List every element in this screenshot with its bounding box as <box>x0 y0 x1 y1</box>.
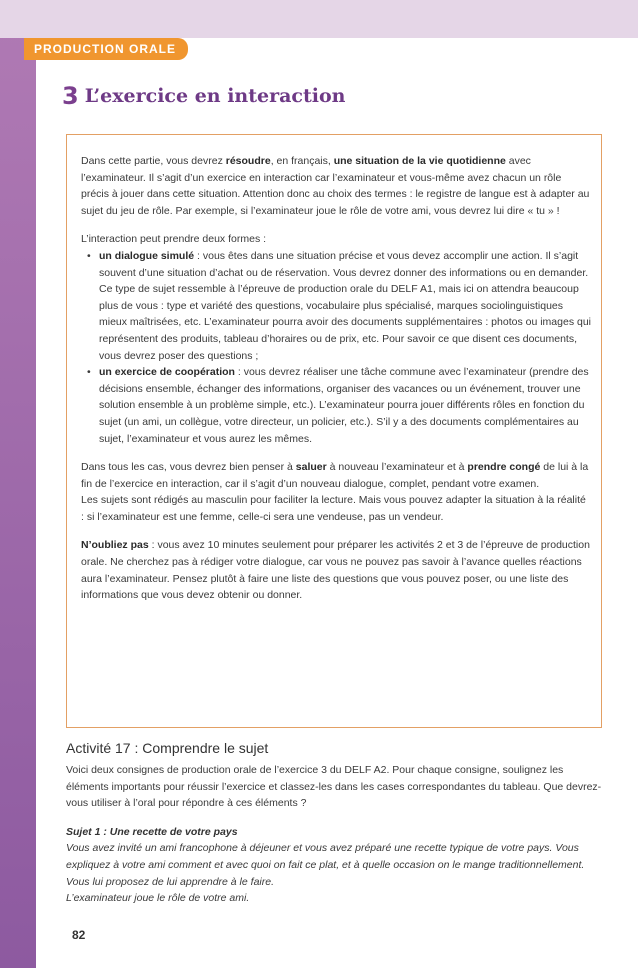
activity-instructions: Voici deux consignes de production orale de l’exercice 3 du DELF A2. Pour chaque consigne, soulignez les éléments importants pour réussir l’exercice et classez-les dans les cases correspondantes du tableau. Que devrez-vous utiliser à l’oral pour répondre à ces éléments ? <box>66 764 602 810</box>
greeting-paragraph <box>81 459 591 492</box>
section-title: L’exercice en interaction <box>84 85 346 107</box>
intro-bold-1: résoudre <box>225 155 271 167</box>
info-frame <box>66 134 602 728</box>
greeting-bold-1: saluer <box>295 461 327 474</box>
bullet-text: : vous êtes dans une situation précise et vous devez accomplir une action. Il s’agit souvent d’une situation d’achat ou de réservation. Vous devrez donner des informations ou en demander. Ce type de sujet ressemble à l’épreuve de production orale du DELF A1, mais ici on attendra beaucoup plus de vous : type et variété des questions, vocabulaire plus spécialisé, marques sociolinguistiques mieux maîtrisées, etc. L’examinateur pourra avoir des documents supplémentaires : photos ou images qui représentent des produits, tableau d’horaires ou de prix, etc. Pour savoir ce que disent ces documents, vous devrez poser des questions ; <box>99 249 592 362</box>
bullet-text: : vous devrez réaliser une tâche commune avec l’examinateur (prendre des décisions ensemble, échanger des informations, organiser des vacances ou un événement, trouver une solution ensemble à un problème simple, etc.). L’examinateur pourra jouer différents rôles en fonction du sujet (un ami, un collègue, votre directeur, un policier, etc.). S’il y a des documents complémentaires au sujet, l’examinateur et vous aurez les mêmes. <box>99 366 589 445</box>
page-number: 82 <box>72 928 86 942</box>
activity-title: Activité 17 : Comprendre le sujet <box>66 740 269 756</box>
intro-paragraph <box>81 153 591 219</box>
list-item <box>87 364 591 447</box>
forms-list <box>81 248 591 447</box>
greeting-text-1: Dans tous les cas, vous devrez bien penser à <box>81 461 296 474</box>
section-heading <box>62 82 345 110</box>
list-item <box>87 248 591 364</box>
section-tag: PRODUCTION ORALE <box>24 38 188 60</box>
section-number: 3 <box>62 82 79 110</box>
intro-bold-2: une situation de la vie quotidienne <box>333 155 506 167</box>
masculine-note: Les sujets sont rédigés au masculin pour faciliter la lecture. Mais vous pouvez adapter la situation à la réalité : si l’examinateur est une femme, celle-ci sera une vendeuse, pas un vendeur. <box>81 494 586 523</box>
intro-text-2: , en français, <box>270 155 334 167</box>
subject-text: Vous avez invité un ami francophone à déjeuner et vous avez préparé une recette typique de votre pays. Vous expliquez à votre ami comment et avec quoi on fait ce plat, et à quelle occasion on le mange traditionnellement. Vous lui proposez de lui apprendre à le faire. <box>66 842 585 888</box>
intro-text-1: Dans cette partie, vous devrez <box>81 155 226 167</box>
greeting-text-2: à nouveau l’examinateur et à <box>326 461 468 474</box>
subject-block <box>66 824 606 907</box>
greeting-bold-2: prendre congé <box>467 461 541 474</box>
subject-role: L’examinateur joue le rôle de votre ami. <box>66 892 250 905</box>
top-color-band <box>0 0 638 38</box>
left-color-band <box>0 0 36 968</box>
reminder-paragraph <box>81 537 591 603</box>
reminder-label: N’oubliez pas <box>81 539 149 552</box>
bullet-label: un dialogue simulé <box>99 249 195 262</box>
forms-intro: L’interaction peut prendre deux formes : <box>81 233 267 246</box>
greeting-text-3: de lui à la fin de l’exercice en interaction, car il s’agit d’un nouveau dialogue, complet, pendant votre examen. <box>81 461 589 490</box>
activity-block <box>66 740 606 907</box>
reminder-text: : vous avez 10 minutes seulement pour préparer les activités 2 et 3 de l’épreuve de production orale. Ne cherchez pas à rédiger votre dialogue, car vous ne pouvez pas savoir à l’avance quelles réactions aura l’examinateur. Pensez plutôt à faire une liste des questions que vous pouvez poser, ou une liste des informations que vous devez obtenir ou donner. <box>81 539 590 602</box>
subject-title: Sujet 1 : Une recette de votre pays <box>66 825 238 838</box>
intro-text-3: avec l’examinateur. Il s’agit d’un exercice en interaction car l’examinateur et vous-même avez chacun un rôle précis à jouer dans cette situation. Attention donc au choix des termes : le registre de langue est à adapter au sujet du jeu de rôle. Par exemple, si l’examinateur joue le rôle de votre ami, vous devrez lui dire « tu » ! <box>81 155 590 217</box>
bullet-label: un exercice de coopération <box>99 366 235 379</box>
